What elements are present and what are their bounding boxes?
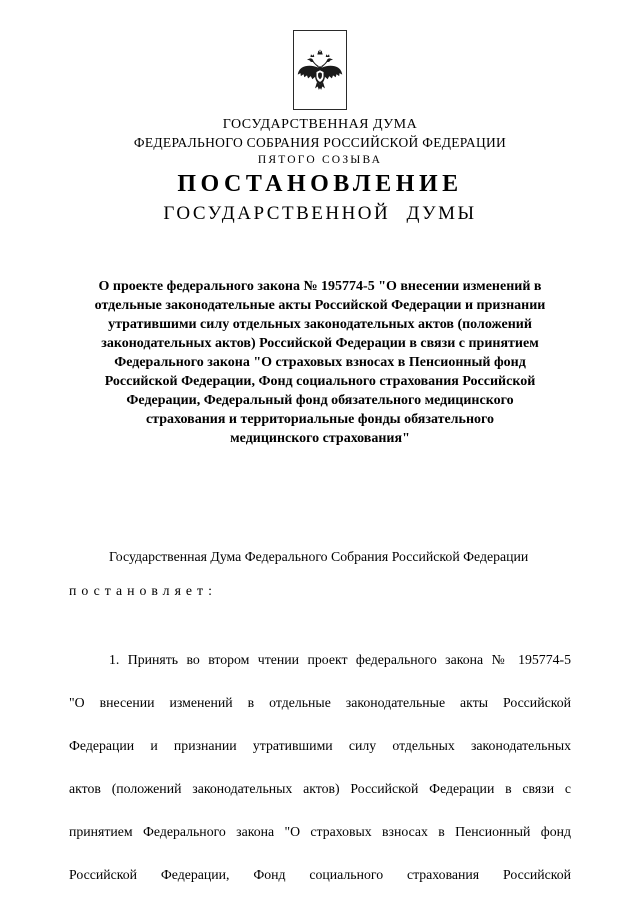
text-line: утратившими силу отдельных законодательных актов (положений bbox=[108, 317, 532, 332]
text-line: Российской Федерации, Фонд социального страхования Российской bbox=[104, 374, 536, 389]
preamble-text: Государственная Дума Федерального Собрания Российской Федерации bbox=[109, 549, 529, 564]
paragraph-item-1 bbox=[69, 638, 571, 896]
text-line: актов (положений законодательных актов) Российской Федерации в связи с bbox=[69, 781, 571, 796]
text-line: Федерации, Федеральный фонд обязательного медицинского bbox=[126, 393, 514, 408]
text-line: законодательных актов) Российской Федерации в связи с принятием bbox=[101, 336, 539, 351]
text-line: принятием Федерального закона "О страховых взносах в Пенсионный фонд bbox=[69, 824, 571, 839]
text-line: медицинского страхования" bbox=[230, 431, 410, 446]
document-title bbox=[69, 277, 571, 448]
document-issuer-heading: ГОСУДАРСТВЕННОЙ ДУМЫ bbox=[163, 203, 477, 224]
text-line: "О внесении изменений в отдельные законодательные акты Российской bbox=[69, 695, 571, 710]
emblem-box bbox=[293, 30, 347, 110]
convocation-line: ПЯТОГО СОЗЫВА bbox=[257, 154, 383, 166]
text-line: Российской Федерации, Фонд социального страхования Российской bbox=[69, 867, 571, 882]
russian-coat-of-arms-icon bbox=[297, 35, 343, 105]
resolves-word: постановляет: bbox=[69, 583, 217, 598]
text-line: Федерального закона "О страховых взносах в Пенсионный фонд bbox=[114, 355, 526, 370]
paragraph-preamble bbox=[69, 540, 571, 608]
text-line: 1. Принять во втором чтении проект федерального закона № 195774-5 bbox=[109, 652, 571, 667]
text-line: О проекте федерального закона № 195774-5 "О внесении изменений в bbox=[98, 279, 542, 294]
org-name-line2: ФЕДЕРАЛЬНОГО СОБРАНИЯ РОССИЙСКОЙ ФЕДЕРАЦИИ bbox=[133, 135, 507, 150]
text-line: страхования и территориальные фонды обязательного bbox=[145, 412, 495, 427]
text-line: отдельные законодательные акты Российской Федерации и признании bbox=[94, 298, 546, 313]
document-type-heading: ПОСТАНОВЛЕНИЕ bbox=[177, 171, 463, 197]
text-line: Федерации и признании утратившими силу отдельных законодательных bbox=[69, 738, 571, 753]
org-name-line1: ГОСУДАРСТВЕННАЯ ДУМА bbox=[222, 117, 418, 132]
